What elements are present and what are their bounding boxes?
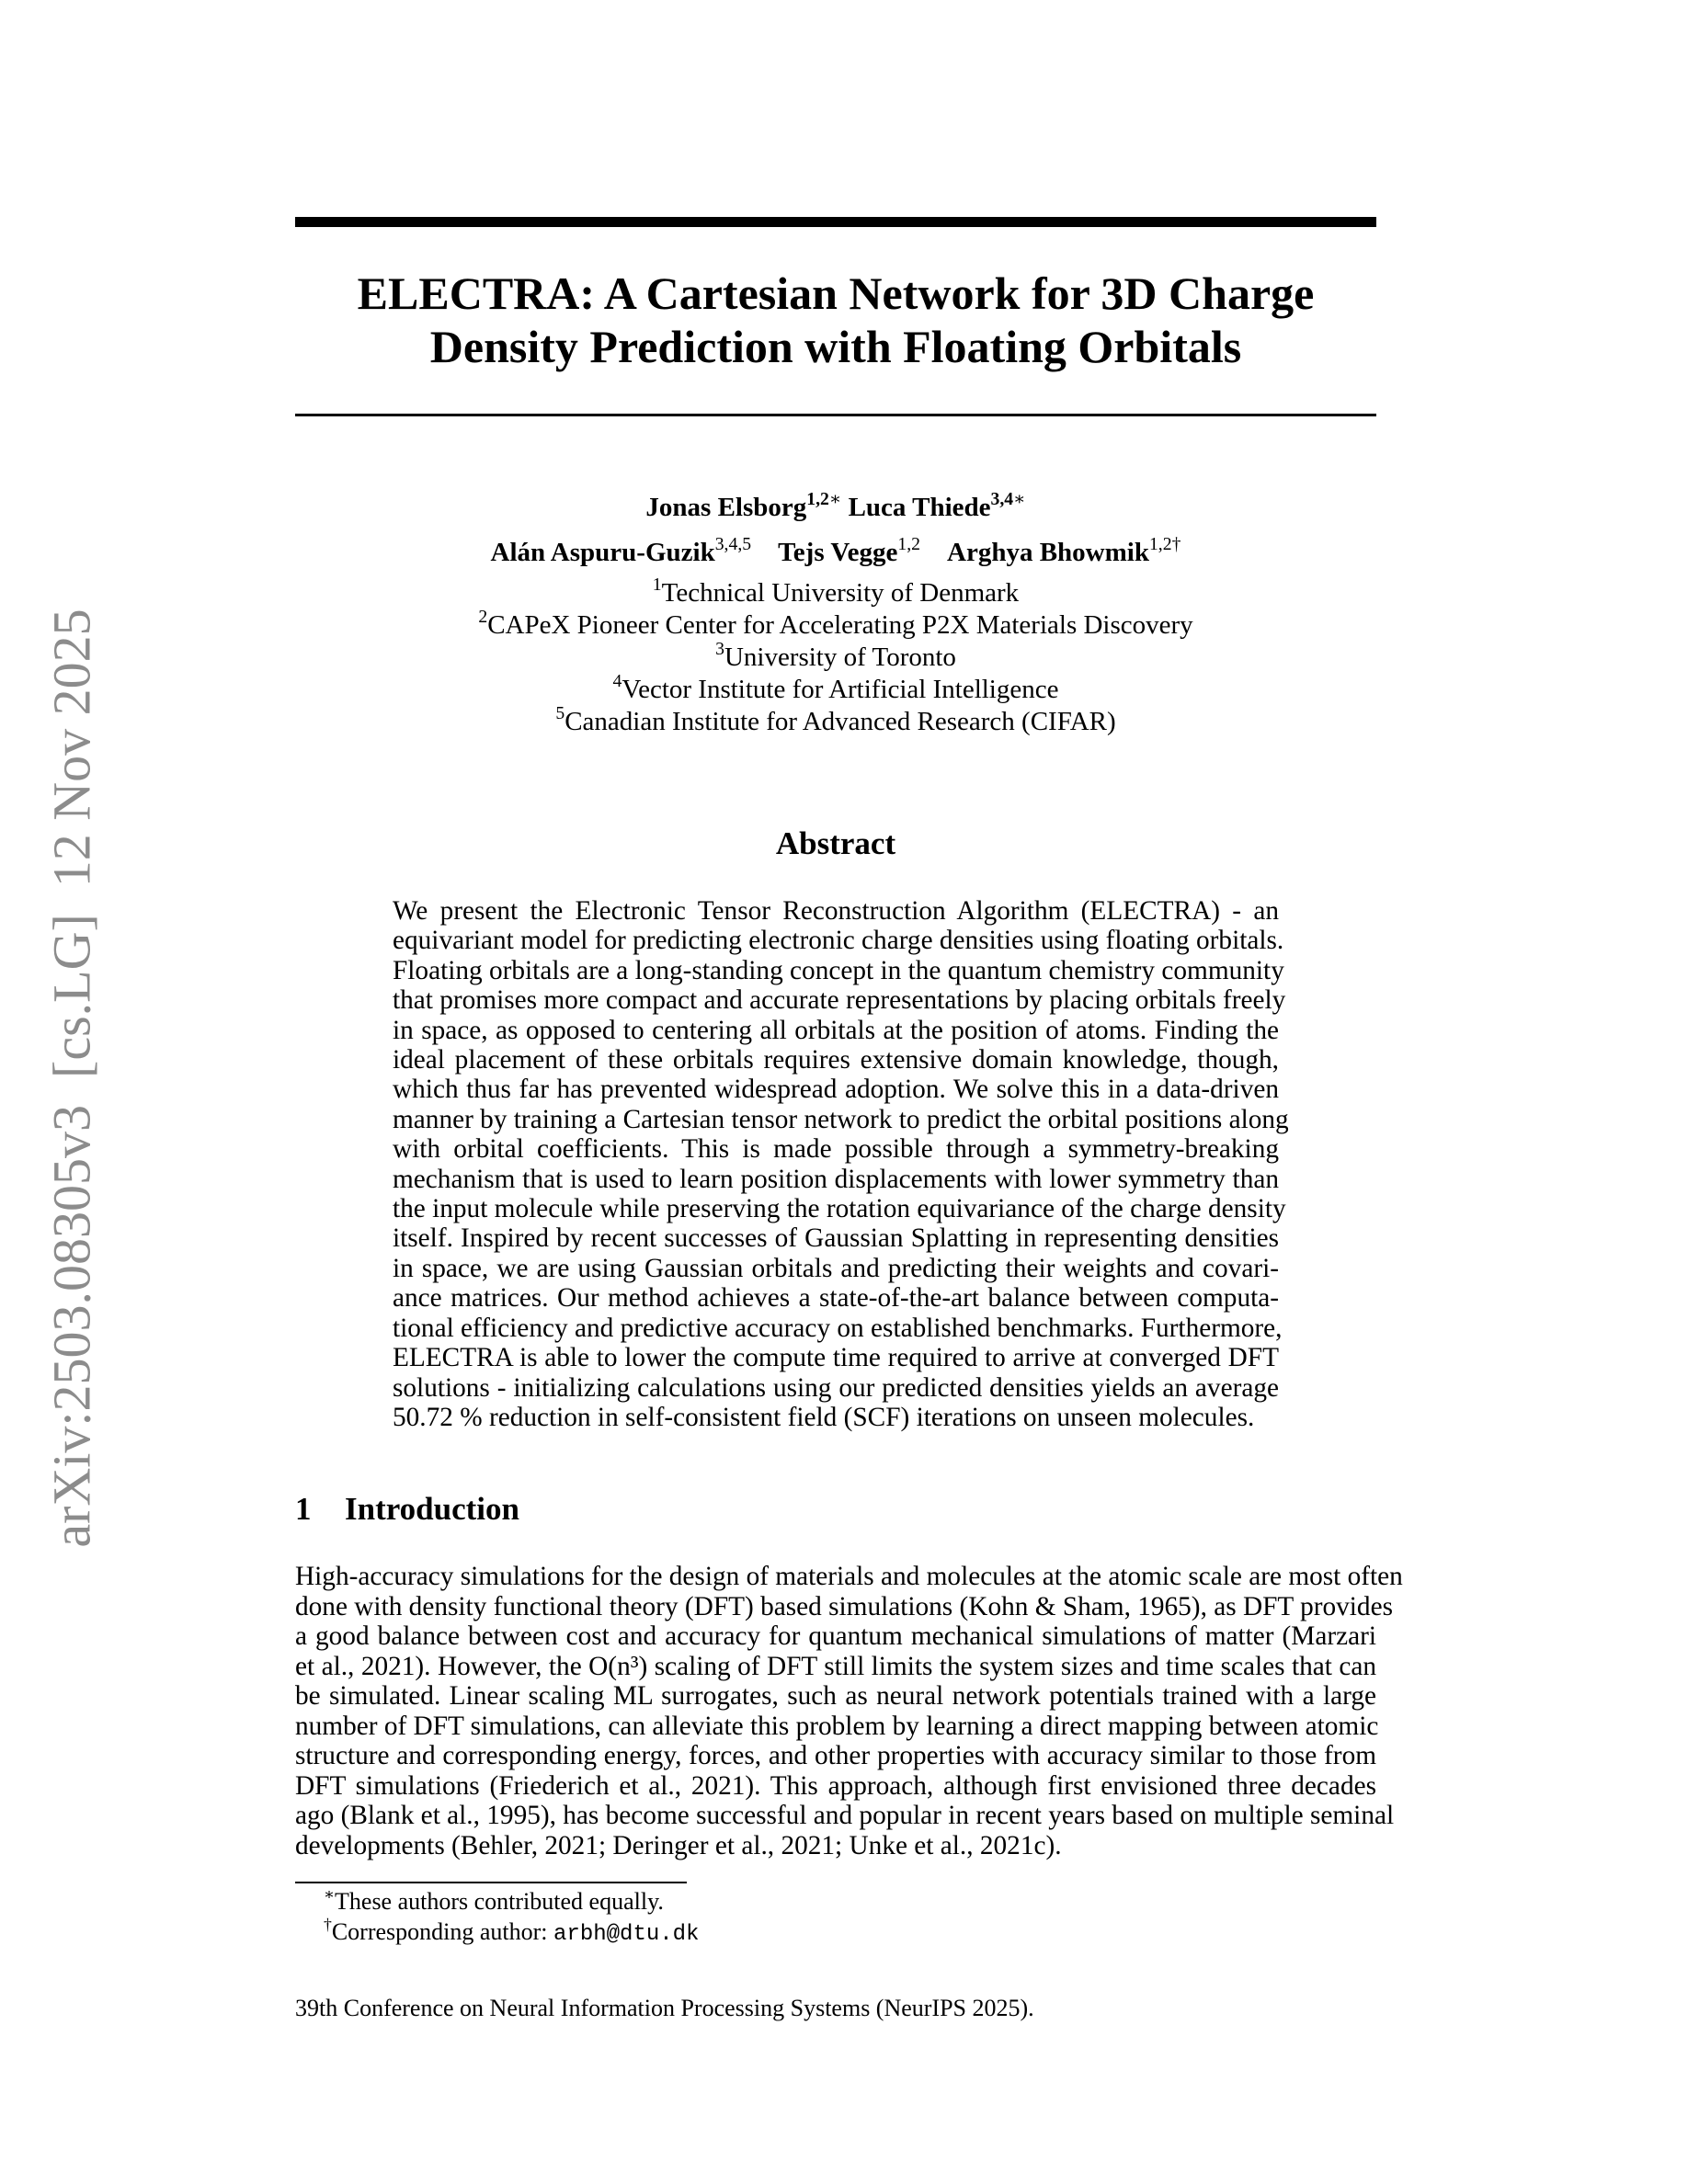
footnote-rule	[295, 1882, 687, 1883]
footnote-equal-contribution	[324, 1886, 699, 1917]
affiliation-text: Technical University of Denmark	[661, 578, 1020, 608]
footnote-text: Corresponding author:	[331, 1918, 554, 1945]
abstract-line: ideal placement of these orbitals requires extensive domain knowledge, though,	[393, 1045, 1279, 1075]
author-affil-sup: 1,2	[1148, 534, 1172, 555]
abstract-line: in space, we are using Gaussian orbitals and predicting their weights and covari-	[393, 1253, 1279, 1283]
introduction-line: developments (Behler, 2021; Deringer et al., 2021; Unke et al., 2021c).	[295, 1830, 1062, 1860]
author-affil-sup: 3,4,5	[714, 534, 752, 555]
affiliation	[295, 639, 1376, 674]
footnote-mark: †	[324, 1915, 332, 1934]
affiliation-text: Vector Institute for Artificial Intelligence	[622, 675, 1059, 704]
arxiv-category: [cs.LG]	[41, 914, 102, 1078]
footnote-mark: ∗	[324, 1884, 336, 1904]
affiliation	[295, 609, 1376, 642]
affiliation-number: 4	[612, 671, 622, 692]
arxiv-id: arXiv:2503.08305v3	[41, 1104, 102, 1548]
author-name: Alán Aspuru-Guzik	[490, 538, 715, 567]
abstract-heading: Abstract	[775, 825, 896, 861]
abstract-body	[393, 896, 1289, 1432]
section-number: 1	[295, 1491, 312, 1527]
abstract-line: manner by training a Cartesian tensor network to predict the orbital positions along	[393, 1104, 1289, 1134]
conference-footer: 39th Conference on Neural Information Processing Systems (NeurIPS 2025).	[295, 1995, 1034, 2021]
author-name: Arghya Bhowmik	[947, 538, 1149, 567]
abstract-line: that promises more compact and accurate representations by placing orbitals freely	[393, 985, 1286, 1016]
introduction-line: be simulated. Linear scaling ML surrogates, such as neural network potentials trained with a large	[295, 1681, 1376, 1711]
affiliation-number: 1	[652, 574, 662, 596]
introduction-line: number of DFT simulations, can alleviate this problem by learning a direct mapping between atomic	[295, 1711, 1379, 1741]
author-mark: †	[1171, 534, 1181, 555]
abstract-line: ELECTRA is able to lower the compute time required to arrive at converged DFT	[393, 1343, 1279, 1373]
abstract-line: in space, as opposed to centering all orbitals at the position of atoms. Finding the	[393, 1015, 1279, 1045]
footnote-text: These authors contributed equally.	[335, 1888, 664, 1915]
author-affil-sup: 1,2	[897, 534, 920, 555]
footnote-corresponding-author	[324, 1917, 699, 1950]
abstract-line: ance matrices. Our method achieves a state-of-the-art balance between computa-	[393, 1283, 1279, 1314]
introduction-line: et al., 2021). However, the O(n³) scaling of DFT still limits the system sizes and time scales that can	[295, 1651, 1376, 1681]
abstract-line: the input molecule while preserving the rotation equivariance of the charge density	[393, 1194, 1286, 1224]
abstract-line: equivariant model for predicting electronic charge densities using floating orbitals.	[393, 926, 1284, 956]
abstract-line: We present the Electronic Tensor Reconstruction Algorithm (ELECTRA) - an	[393, 896, 1279, 926]
author-name: Luca Thiede	[848, 493, 991, 522]
affiliation-text: University of Toronto	[724, 643, 956, 672]
arxiv-date: 12 Nov 2025	[41, 609, 102, 888]
arxiv-identifier-sidebar	[41, 609, 103, 1547]
author-affil-sup: 1,2	[806, 489, 829, 510]
title-line: Density Prediction with Floating Orbitals	[429, 321, 1242, 372]
author-name: Tejs Vegge	[778, 538, 898, 567]
author-affil-sup: 3,4	[990, 489, 1014, 510]
author-mark: ∗	[828, 489, 842, 510]
introduction-line: structure and corresponding energy, forces, and other properties with accuracy similar to those from	[295, 1741, 1376, 1770]
affiliation-number: 2	[478, 607, 488, 628]
affiliation	[295, 703, 1376, 738]
paper-title	[295, 267, 1376, 373]
bottom-title-rule	[295, 414, 1376, 416]
email-link[interactable]: arbh@dtu.dk	[553, 1922, 700, 1947]
abstract-line: itself. Inspired by recent successes of Gaussian Splatting in representing densities	[393, 1223, 1279, 1254]
introduction-line: DFT simulations (Friederich et al., 2021). This approach, although first envisioned three decades	[295, 1770, 1376, 1801]
affiliation-text: Canadian Institute for Advanced Research (CIFAR)	[565, 707, 1116, 736]
footnotes	[324, 1886, 699, 1950]
author-name: Jonas Elsborg	[645, 493, 807, 522]
introduction-body	[295, 1562, 1403, 1860]
title-line: ELECTRA: A Cartesian Network for 3D Charge	[357, 267, 1315, 319]
abstract-line: which thus far has prevented widespread adoption. We solve this in a data-driven	[393, 1075, 1279, 1105]
top-title-rule	[295, 217, 1376, 227]
section-heading-introduction	[295, 1491, 519, 1528]
author-mark: ∗	[1013, 489, 1026, 510]
affiliation-text: CAPeX Pioneer Center for Accelerating P2X Materials Discovery	[487, 610, 1193, 640]
abstract-line: tional efficiency and predictive accuracy on established benchmarks. Furthermore,	[393, 1313, 1283, 1343]
introduction-line: ago (Blank et al., 1995), has become successful and popular in recent years based on multiple seminal	[295, 1801, 1395, 1830]
abstract-line: mechanism that is used to learn position displacements with lower symmetry than	[393, 1164, 1279, 1194]
affiliation-list	[295, 574, 1376, 738]
abstract-line: Floating orbitals are a long-standing concept in the quantum chemistry community	[393, 955, 1284, 985]
abstract-line: solutions - initializing calculations using our predicted densities yields an average	[393, 1372, 1279, 1403]
abstract-line: 50.72 % reduction in self-consistent field (SCF) iterations on unseen molecules.	[393, 1402, 1255, 1432]
introduction-line: High-accuracy simulations for the design of materials and molecules at the atomic scale are most often	[295, 1562, 1403, 1591]
section-title: Introduction	[345, 1491, 519, 1527]
abstract-line: with orbital coefficients. This is made possible through a symmetry-breaking	[393, 1134, 1279, 1165]
affiliation-number: 5	[555, 703, 565, 724]
affiliation	[295, 574, 1376, 609]
introduction-line: done with density functional theory (DFT) based simulations (Kohn & Sham, 1965), as DFT provides	[295, 1591, 1393, 1621]
introduction-line: a good balance between cost and accuracy for quantum mechanical simulations of matter (Marzari	[295, 1621, 1376, 1651]
affiliation	[295, 671, 1376, 706]
author-list	[295, 485, 1376, 575]
affiliation-number: 3	[715, 639, 724, 660]
